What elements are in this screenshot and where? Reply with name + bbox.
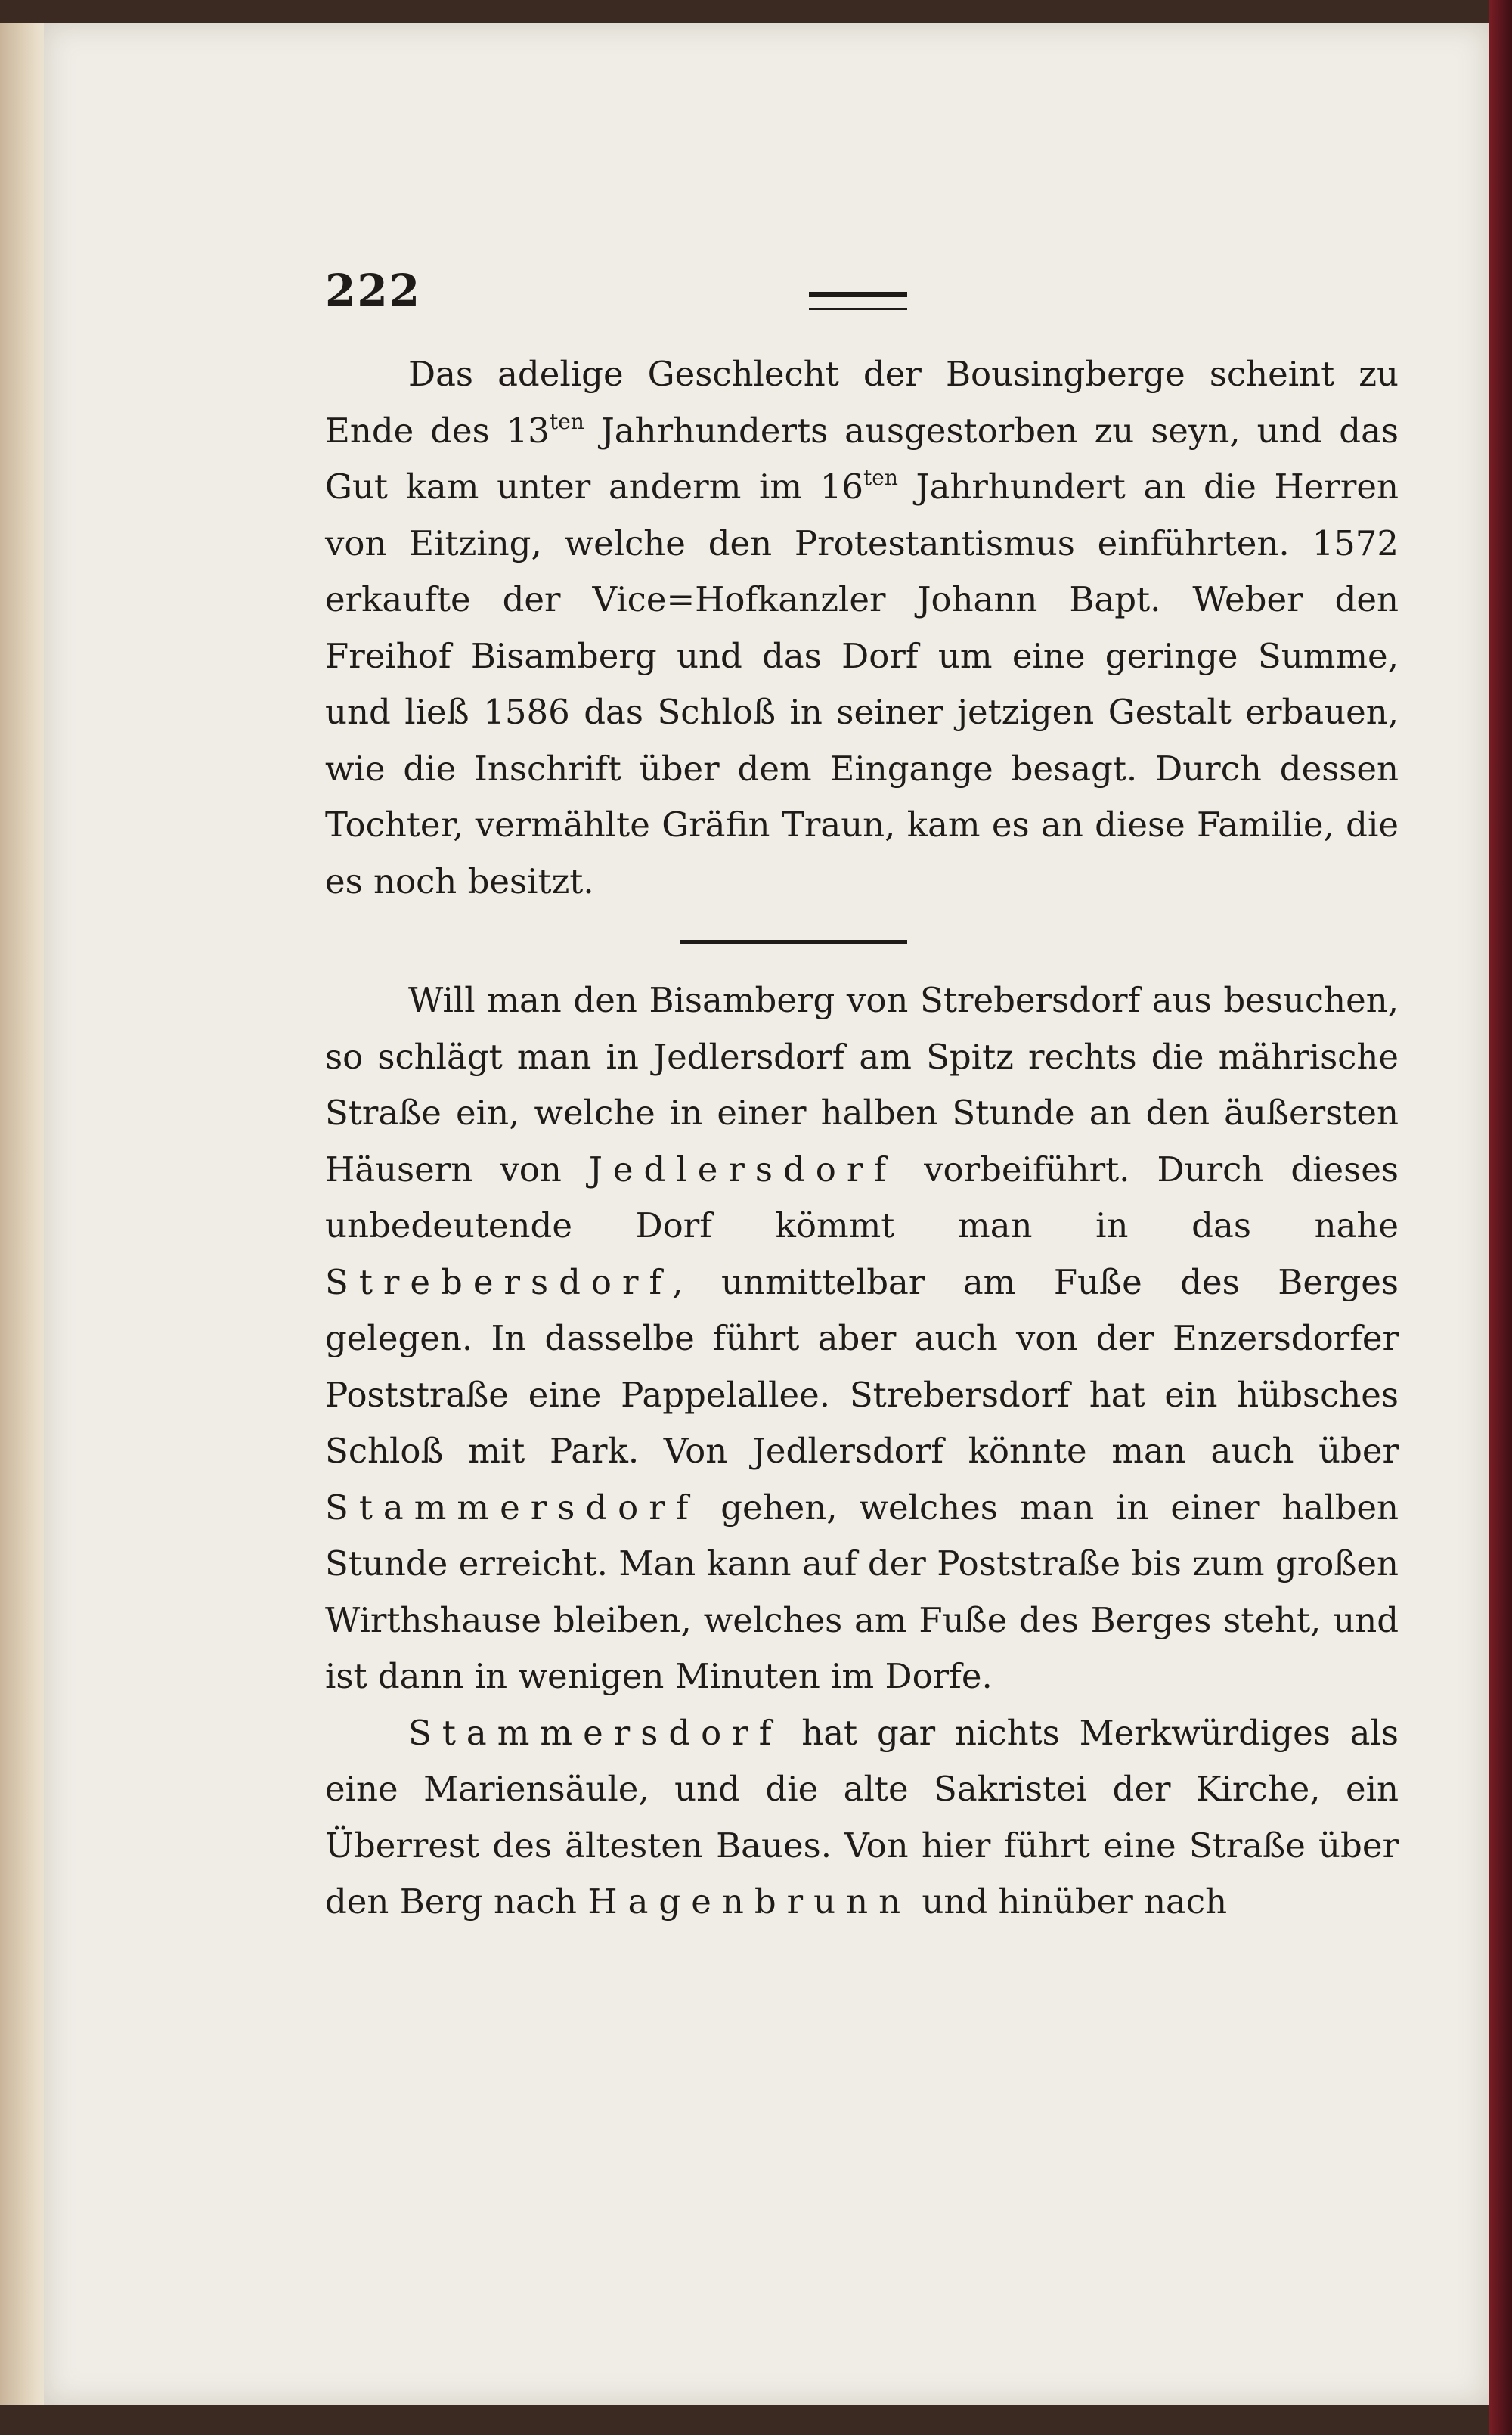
paragraph-1: [325, 346, 1399, 910]
header-rule: [809, 292, 907, 310]
text-segment: Das adelige Geschlecht der Bousingberge scheint zu Ende des 13: [325, 354, 1399, 451]
text-segment: Will man den Bisamberg von Strebersdorf aus besuchen, so schlägt man in Jedlersdorf am Spitz rechts die mährische Straße ein, welche in einer halben Stunde an den äußersten Häusern von: [325, 980, 1399, 1190]
section-divider: [680, 940, 907, 944]
emphasized-place-name: Strebersdorf: [325, 1261, 673, 1302]
text-segment: gehen, welches man in einer halben Stunde erreicht. Man kann auf der Poststraße bis zum großen Wirthshause bleiben, welches am Fuße des Berges steht, und ist dann in wenigen Minuten im Dorfe.: [325, 1487, 1399, 1696]
emphasized-place-name: Jedlersdorf: [588, 1149, 897, 1190]
text-segment: und hinüber nach: [911, 1881, 1228, 1922]
paragraph-3: [325, 1705, 1399, 1931]
emphasized-place-name: Stammersdorf: [325, 1487, 699, 1528]
superscript: ten: [549, 408, 584, 434]
book-cover-edge: [1489, 0, 1512, 2435]
running-header: [325, 265, 1399, 325]
paragraph-2: [325, 972, 1399, 1705]
emphasized-place-name: Hagenbrunn: [587, 1881, 912, 1922]
emphasized-place-name: Stammersdorf: [408, 1712, 782, 1753]
superscript: ten: [863, 465, 898, 490]
text-segment: Jahrhundert an die Herren von Eitzing, welche den Protestantismus einführten. 1572 erkaufte der Vice=Hofkanzler Johann Bapt. Weber den Freihof Bisamberg und das Dorf um eine geringe Summe, und ließ 1586 das Schloß in seiner jetzigen Gestalt erbauen, wie die Inschrift über dem Eingange besagt. Durch dessen Tochter, vermählte Gräfin Traun, kam es an diese Familie, die es noch besitzt.: [325, 467, 1399, 901]
text-segment: Jahrhunderts ausgestorben zu seyn, und das Gut kam unter anderm im 16: [325, 410, 1399, 507]
text-segment: hat gar nichts Merkwürdiges als eine Mariensäule, und die alte Sakristei der Kirche, ein Überrest des ältesten Baues. Von hier führt eine Straße über den Berg nach: [325, 1712, 1399, 1922]
text-block: [325, 265, 1399, 1931]
text-segment: vorbeiführt. Durch dieses unbedeutende Dorf kömmt man in das nahe: [325, 1149, 1399, 1245]
text-segment: , unmittelbar am Fuße des Berges gelegen. In dasselbe führt aber auch von der Enzersdorfer Poststraße eine Pappelallee. Strebersdorf hat ein hübsches Schloß mit Park. Von Jedlersdorf könnte man auch über: [325, 1261, 1399, 1471]
page-number: 222: [325, 265, 422, 316]
